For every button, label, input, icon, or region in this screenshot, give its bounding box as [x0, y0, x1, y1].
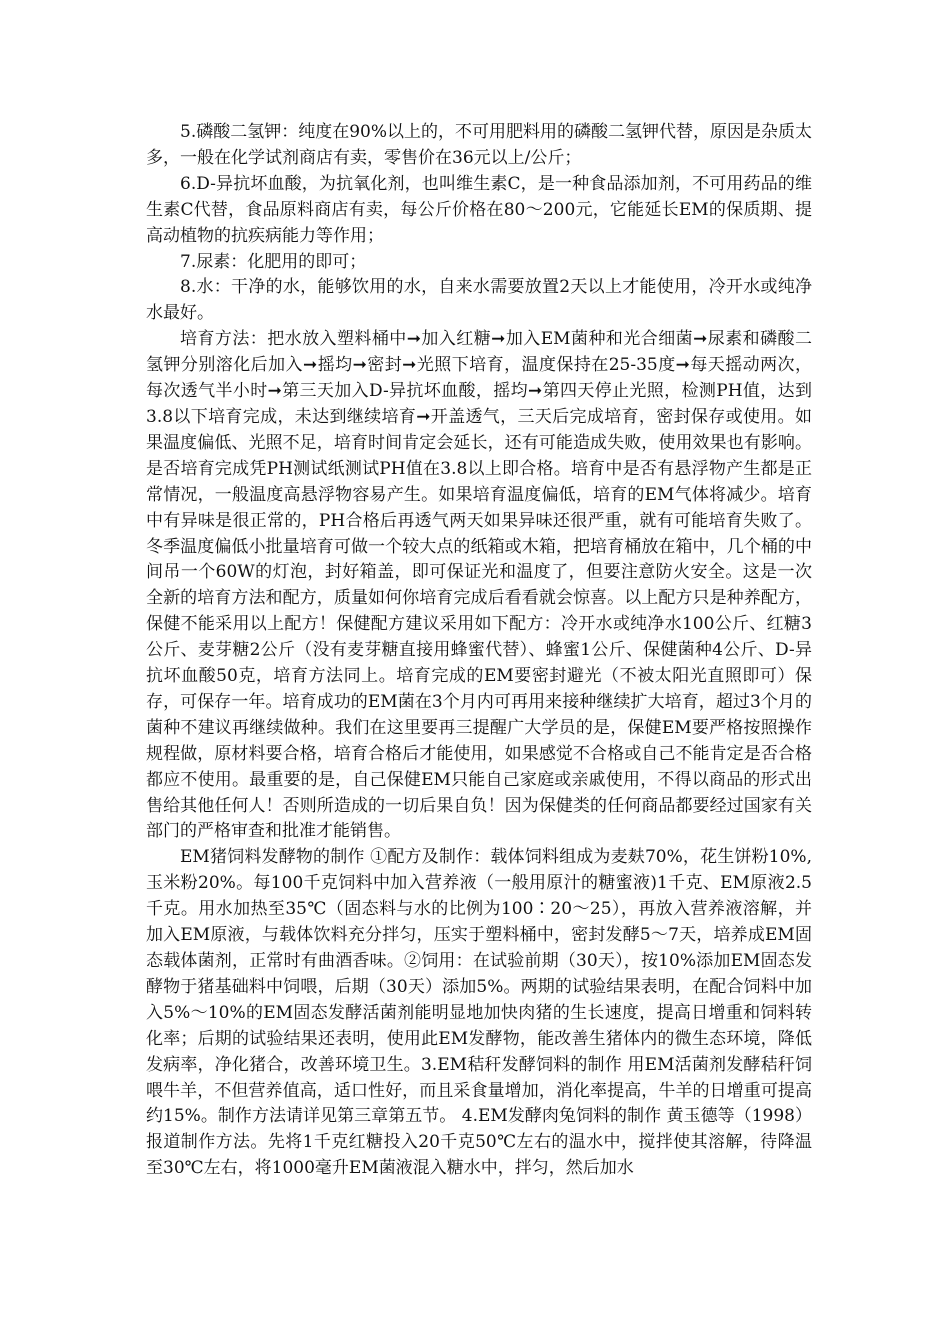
document-body [146, 120, 812, 1182]
paragraph-pig-feed-fermentation: EM猪饲料发酵物的制作 ①配方及制作：载体饲料组成为麦麸70%，花生饼粉10%,玉米粉20%。每100千克饲料中加入营养液（一般用原汁的糖蜜液)1千克、EM原液2.5千克。用水加热至35℃（固态料与水的比例为100∶20～25），再放入营养液溶解，并加入EM原液，与载体饮料充分拌匀，压实于塑料桶中，密封发酵5～7天，培养成EM固态载体菌剂，正常时有曲酒香味。②饲用：在试验前期（30天），按10%添加EM固态发酵物于猪基础料中饲喂，后期（30天）添加5%。两期的试验结果表明，在配合饲料中加入5%～10%的EM固态发酵活菌剂能明显地加快肉猪的生长速度，提高日增重和饲料转化率；后期的试验结果还表明，使用此EM发酵物，能改善生猪体内的微生态环境，降低发病率，净化猪合，改善环境卫生。3.EM秸秆发酵饲料的制作 用EM活菌剂发酵秸秆饲喂牛羊，不但营养值高，适口性好，而且采食量增加，消化率提高，牛羊的日增重可提高约15%。制作方法请详见第三章第五节。 4.EM发酵肉兔饲料的制作 黄玉德等（1998）报道制作方法。先将1千克红糖投入20千克50℃左右的温水中，搅拌使其溶解，待降温至30℃左右，将1000毫升EM菌液混入糖水中，拌匀，然后加水 [146, 847, 812, 1179]
paragraph-potassium-phosphate: 5.磷酸二氢钾：纯度在90%以上的，不可用肥料用的磷酸二氢钾代替，原因是杂质太多，一般在化学试剂商店有卖，零售价在36元以上/公斤； [146, 122, 813, 168]
paragraph-isoascorbic-acid: 6.D-异抗坏血酸，为抗氧化剂，也叫维生素C，是一种食品添加剂，不可用药品的维生素C代替，食品原料商店有卖，每公斤价格在80～200元，它能延长EM的保质期、提高动植物的抗疾病能力等作用； [146, 173, 812, 246]
paragraph-cultivation-method: 培育方法：把水放入塑料桶中➞加入红糖➞加入EM菌种和光合细菌➞尿素和磷酸二氢钾分别溶化后加入➞摇均➞密封➞光照下培育，温度保持在25-35度➞每天摇动两次，每次透气半小时➞第三天加入D-异抗坏血酸，摇均➞第四天停止光照，检测PH值，达到3.8以下培育完成，未达到继续培育➞开盖透气，三天后完成培育，密封保存或使用。如果温度偏低、光照不足，培育时间肯定会延长，还有可能造成失败，使用效果也有影响。是否培育完成凭PH测试纸测试PH值在3.8以上即合格。培育中是否有悬浮物产生都是正常情况，一般温度高悬浮物容易产生。如果培育温度偏低，培育的EM气体将减少。培育中有异味是很正常的，PH合格后再透气两天如果异味还很严重，就有可能培育失败了。冬季温度偏低小批量培育可做一个较大点的纸箱或木箱，把培育桶放在箱中，几个桶的中间吊一个60W的灯泡，封好箱盖，即可保证光和温度了，但要注意防火安全。这是一次全新的培育方法和配方，质量如何你培育完成后看看就会惊喜。以上配方只是种养配方，保健不能采用以上配方！保健配方建议采用如下配方：冷开水或纯净水100公斤、红糖3公斤、麦芽糖2公斤（没有麦芽糖直接用蜂蜜代替）、蜂蜜1公斤、保健菌种4公斤、D-异抗坏血酸50克，培育方法同上。培育完成的EM要密封避光（不被太阳光直照即可）保存，可保存一年。培育成功的EM菌在3个月内可再用来接种继续扩大培育，超过3个月的菌种不建议再继续做种。我们在这里要再三提醒广大学员的是，保健EM要严格按照操作规程做，原材料要合格，培育合格后才能使用，如果感觉不合格或自己不能肯定是否合格都应不使用。最重要的是，自己保健EM只能自己家庭或亲戚使用，不得以商品的形式出售给其他任何人！否则所造成的一切后果自负！因为保健类的任何商品都要经过国家有关部门的严格审查和批准才能销售。 [146, 329, 812, 842]
paragraph-water: 8.水：干净的水，能够饮用的水，自来水需要放置2天以上才能使用，冷开水或纯净水最好。 [146, 277, 812, 324]
paragraph-urea: 7.尿素：化肥用的即可； [180, 251, 367, 272]
